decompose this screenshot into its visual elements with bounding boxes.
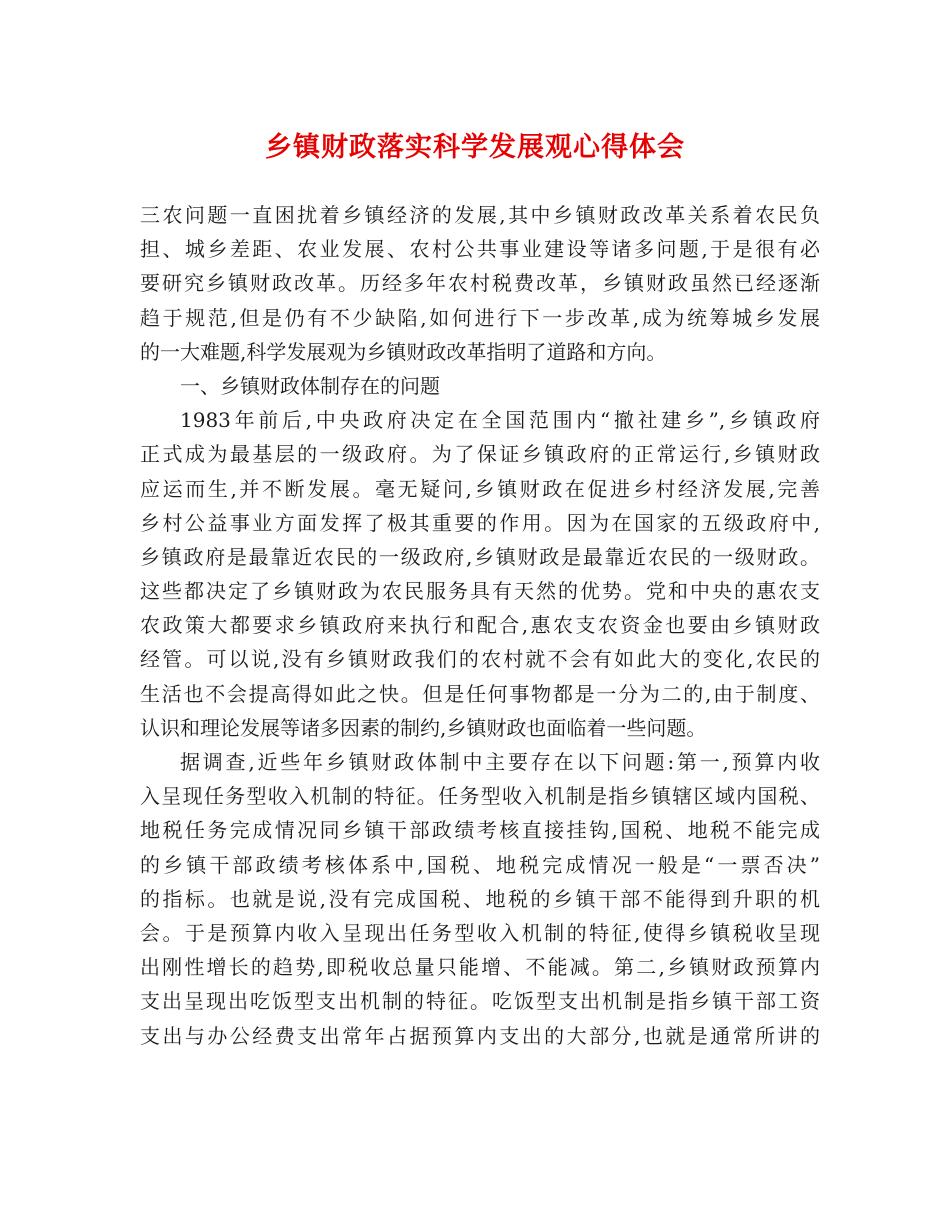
paragraph-line: 要研究乡镇财政改革。历经多年农村税费改革，乡镇财政虽然已经逐渐: [140, 271, 820, 296]
paragraph-line: 这些都决定了乡镇财政为农民服务具有天然的优势。党和中央的惠农支: [140, 579, 820, 604]
paragraph-line: 出刚性增长的趋势,即税收总量只能增、不能减。第二,乡镇财政预算内: [140, 955, 820, 980]
paragraph-line: 支出与办公经费支出常年占据预算内支出的大部分,也就是通常所讲的: [140, 1023, 820, 1048]
paragraph-line: 经管。可以说,没有乡镇财政我们的农村就不会有如此大的变化,农民的: [140, 647, 820, 672]
paragraph-line: 会。于是预算内收入呈现出任务型收入机制的特征,使得乡镇税收呈现: [140, 920, 820, 945]
section-heading: 一、乡镇财政体制存在的问题: [180, 373, 440, 398]
paragraph-line: 的指标。也就是说,没有完成国税、地税的乡镇干部不能得到升职的机: [140, 886, 820, 911]
paragraph-line: 支出呈现出吃饭型支出机制的特征。吃饭型支出机制是指乡镇干部工资: [140, 989, 820, 1014]
paragraph-line: 应运而生,并不断发展。毫无疑问,乡镇财政在促进乡村经济发展,完善: [140, 476, 820, 501]
paragraph-line: 的乡镇干部政绩考核体系中,国税、地税完成情况一般是“一票否决”: [140, 852, 820, 877]
paragraph-line: 生活也不会提高得如此之快。但是任何事物都是一分为二的,由于制度、: [140, 681, 820, 706]
paragraph-line: 的一大难题,科学发展观为乡镇财政改革指明了道路和方向。: [140, 339, 667, 364]
paragraph-line: 农政策大都要求乡镇政府来执行和配合,惠农支农资金也要由乡镇财政: [140, 613, 820, 638]
paragraph-line: 担、城乡差距、农业发展、农村公共事业建设等诸多问题,于是很有必: [140, 237, 820, 262]
paragraph-line: 乡村公益事业方面发挥了极其重要的作用。因为在国家的五级政府中,: [140, 510, 820, 535]
document-body: [140, 198, 820, 1053]
paragraph-line: 三农问题一直困扰着乡镇经济的发展,其中乡镇财政改革关系着农民负: [140, 203, 820, 227]
paragraph-line: 据调查,近些年乡镇财政体制中主要存在以下问题:第一,预算内收: [180, 750, 820, 774]
paragraph-line: 1983年前后,中央政府决定在全国范围内“撤社建乡”,乡镇政府: [180, 408, 820, 433]
paragraph-line: 趋于规范,但是仍有不少缺陷,如何进行下一步改革,成为统筹城乡发展: [140, 305, 820, 330]
paragraph-line: 认识和理论发展等诸多因素的制约,乡镇财政也面临着一些问题。: [140, 715, 707, 740]
paragraph-line: 乡镇政府是最靠近农民的一级政府,乡镇财政是最靠近农民的一级财政。: [140, 544, 820, 569]
document-title: 乡镇财政落实科学发展观心得体会: [265, 132, 685, 163]
paragraph-line: 正式成为最基层的一级政府。为了保证乡镇政府的正常运行,乡镇财政: [140, 442, 820, 467]
paragraph-line: 入呈现任务型收入机制的特征。任务型收入机制是指乡镇辖区域内国税、: [140, 784, 820, 809]
paragraph-line: 地税任务完成情况同乡镇干部政绩考核直接挂钩,国税、地税不能完成: [140, 818, 820, 843]
